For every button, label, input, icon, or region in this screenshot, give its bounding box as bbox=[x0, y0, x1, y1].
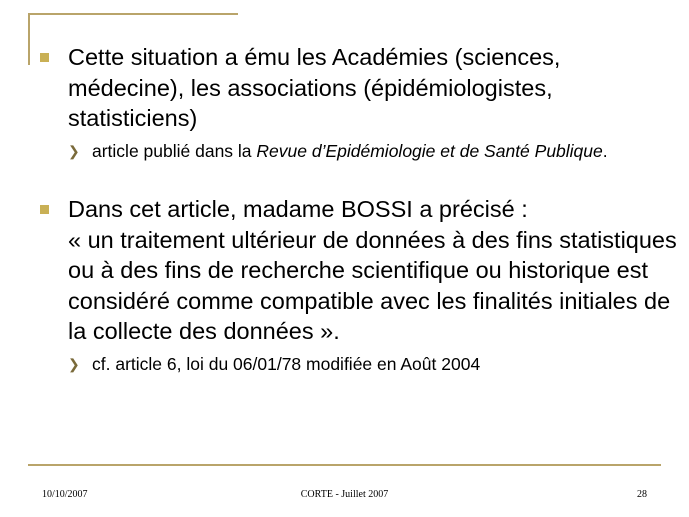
square-bullet-icon bbox=[40, 205, 49, 214]
footer-date: 10/10/2007 bbox=[42, 489, 88, 500]
sub-bullet-1 bbox=[68, 140, 678, 163]
sub-bullet-2 bbox=[68, 353, 678, 376]
page-number: 28 bbox=[637, 489, 647, 500]
bullet-2 bbox=[38, 194, 678, 375]
frame-horizontal-rule bbox=[28, 13, 238, 15]
sub-bullet-1-text: article publié dans la bbox=[92, 140, 257, 161]
sub-bullet-2-text: cf. article 6, loi du 06/01/78 modifiée en Août 2004 bbox=[92, 353, 481, 374]
bullet-2-intro: Dans cet article, madame BOSSI a précisé : bbox=[68, 196, 528, 222]
slide-content bbox=[38, 42, 678, 375]
bullet-2-quote: « un traitement ultérieur de données à des fins statistiques ou à des fins de recherche scientifique ou historique est considéré comme compatible avec les finalités initiales de la collecte des données ». bbox=[68, 226, 677, 344]
footer-rule bbox=[28, 464, 661, 466]
bullet-1 bbox=[38, 42, 678, 162]
journal-title: Revue d’Epidémiologie et de Santé Publique bbox=[256, 140, 603, 161]
chevron-right-icon: ❯ bbox=[68, 142, 80, 159]
sub-bullet-1-end: . bbox=[602, 140, 608, 161]
frame-vertical-rule bbox=[28, 13, 30, 65]
chevron-right-icon: ❯ bbox=[68, 355, 80, 372]
footer-title: CORTE - Juillet 2007 bbox=[300, 489, 389, 500]
bullet-1-text: Cette situation a ému les Académies (sciences, médecine), les associations (épidémiologistes, statisticiens) bbox=[68, 44, 561, 131]
square-bullet-icon bbox=[40, 53, 49, 62]
